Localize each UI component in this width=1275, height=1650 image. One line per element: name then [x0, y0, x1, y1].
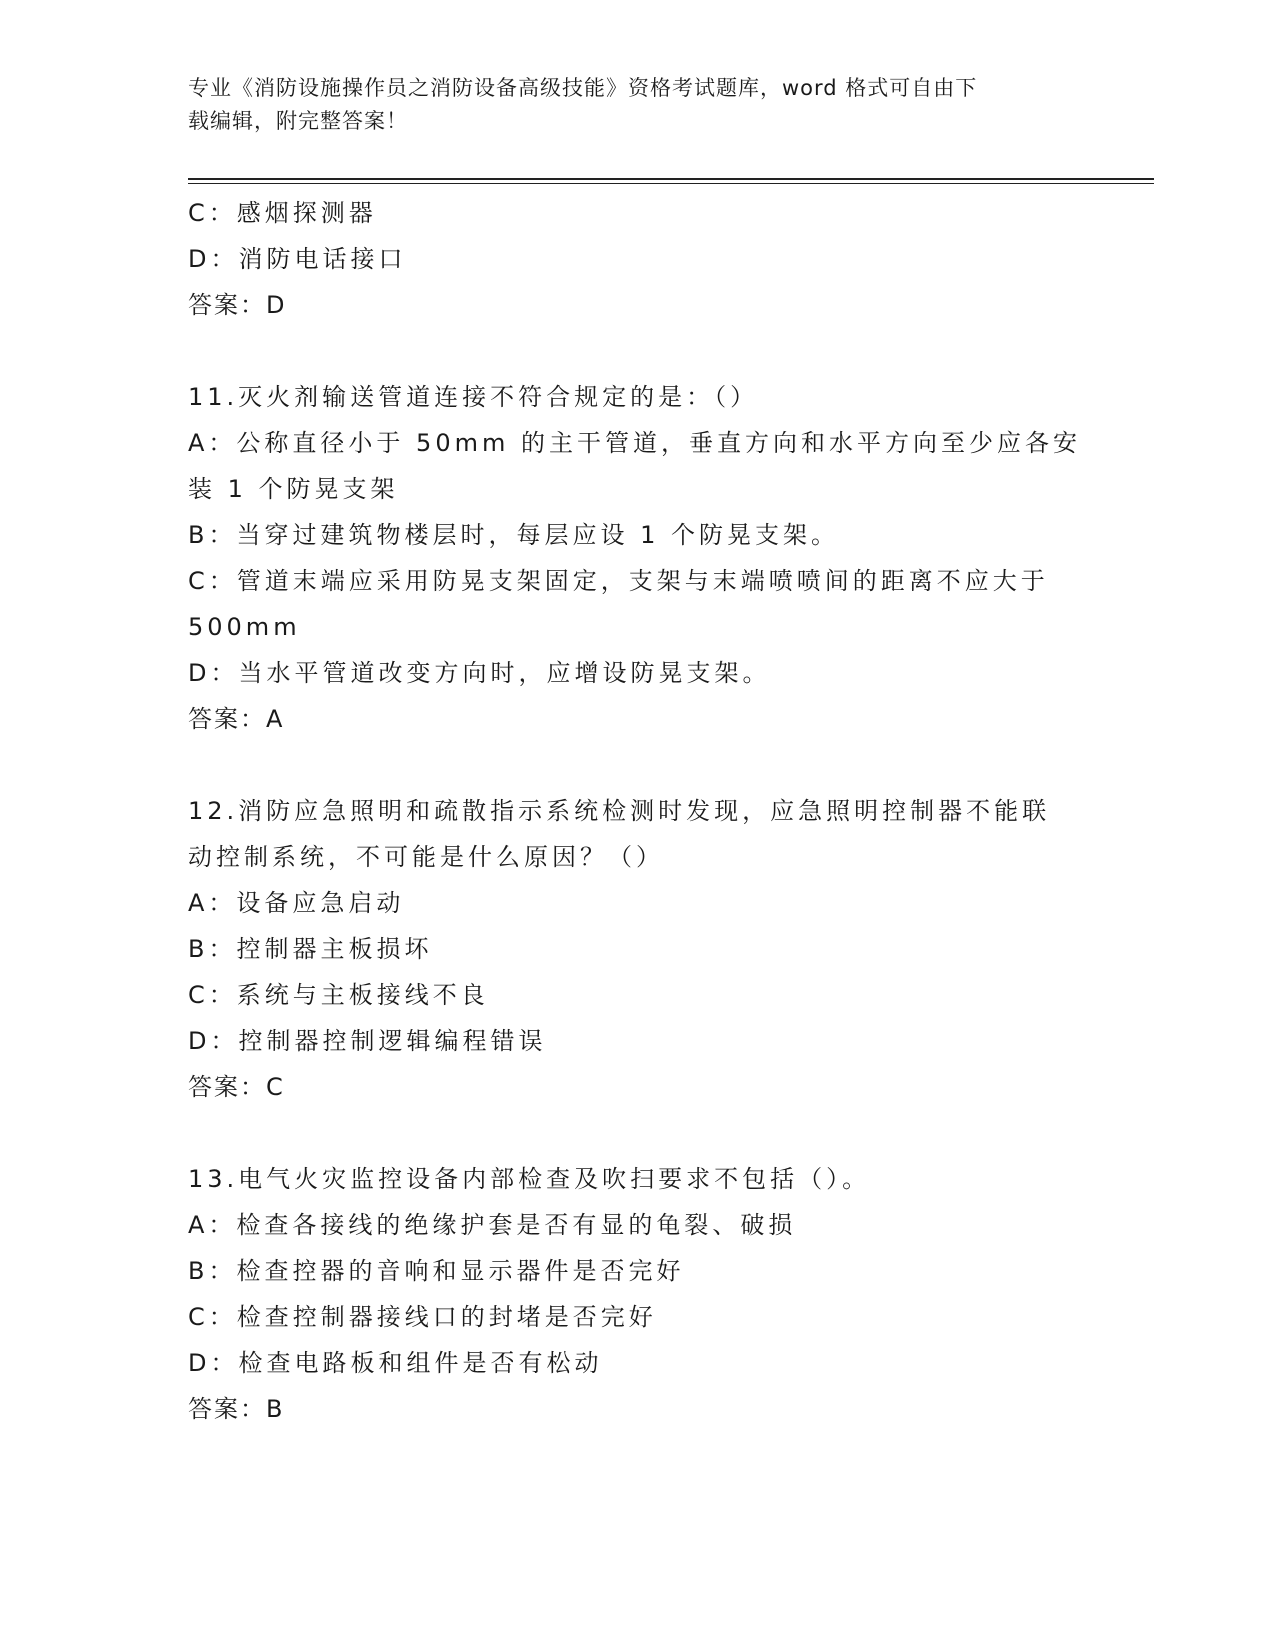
- q11-option-a-line-2: 装 1 个防晃支架: [188, 475, 399, 503]
- q11-option-c-line-1: C：管道末端应采用防晃支架固定，支架与末端喷喷间的距离不应大于: [188, 567, 1049, 595]
- q11-question: 11.灭火剂输送管道连接不符合规定的是：（）: [188, 383, 759, 411]
- q12-question-line-1: 12.消防应急照明和疏散指示系统检测时发现，应急照明控制器不能联: [188, 797, 1051, 825]
- q11-answer: 答案：A: [188, 705, 285, 733]
- q12-question-line-2: 动控制系统，不可能是什么原因？（）: [188, 843, 664, 871]
- spacer: [188, 328, 1088, 374]
- q10-option-c: C：感烟探测器: [188, 199, 377, 227]
- question-list: [188, 190, 1088, 1432]
- q13-option-d: D：检查电路板和组件是否有松动: [188, 1349, 603, 1377]
- q13-answer: 答案：B: [188, 1395, 285, 1423]
- document-header: [188, 72, 1068, 138]
- header-line-1: 专业《消防设施操作员之消防设备高级技能》资格考试题库，word 格式可自由下: [188, 76, 978, 100]
- q10-option-d: D：消防电话接口: [188, 245, 407, 273]
- q13-option-b: B：检查控器的音响和显示器件是否完好: [188, 1257, 685, 1285]
- header-divider-thin: [188, 183, 1154, 184]
- q11-option-d: D：当水平管道改变方向时，应增设防晃支架。: [188, 659, 771, 687]
- q12-option-c: C：系统与主板接线不良: [188, 981, 489, 1009]
- q12-option-d: D：控制器控制逻辑编程错误: [188, 1027, 547, 1055]
- spacer: [188, 742, 1088, 788]
- q12-option-b: B：控制器主板损坏: [188, 935, 433, 963]
- question-10-tail: [188, 190, 1088, 328]
- question-12: [188, 788, 1088, 1110]
- spacer: [188, 1110, 1088, 1156]
- q12-answer: 答案：C: [188, 1073, 285, 1101]
- header-divider-thick: [188, 178, 1154, 180]
- q12-option-a: A：设备应急启动: [188, 889, 405, 917]
- q11-option-c-line-2: 500mm: [188, 613, 301, 641]
- q13-question: 13.电气火灾监控设备内部检查及吹扫要求不包括（）。: [188, 1165, 871, 1193]
- q11-option-a-line-1: A：公称直径小于 50mm 的主干管道，垂直方向和水平方向至少应各安: [188, 429, 1081, 457]
- q13-option-a: A：检查各接线的绝缘护套是否有显的龟裂、破损: [188, 1211, 797, 1239]
- q11-option-b: B：当穿过建筑物楼层时，每层应设 1 个防晃支架。: [188, 521, 839, 549]
- question-11: [188, 374, 1088, 742]
- question-13: [188, 1156, 1088, 1432]
- q13-option-c: C：检查控制器接线口的封堵是否完好: [188, 1303, 657, 1331]
- q10-answer: 答案：D: [188, 291, 287, 319]
- header-line-2: 载编辑，附完整答案！: [188, 109, 408, 133]
